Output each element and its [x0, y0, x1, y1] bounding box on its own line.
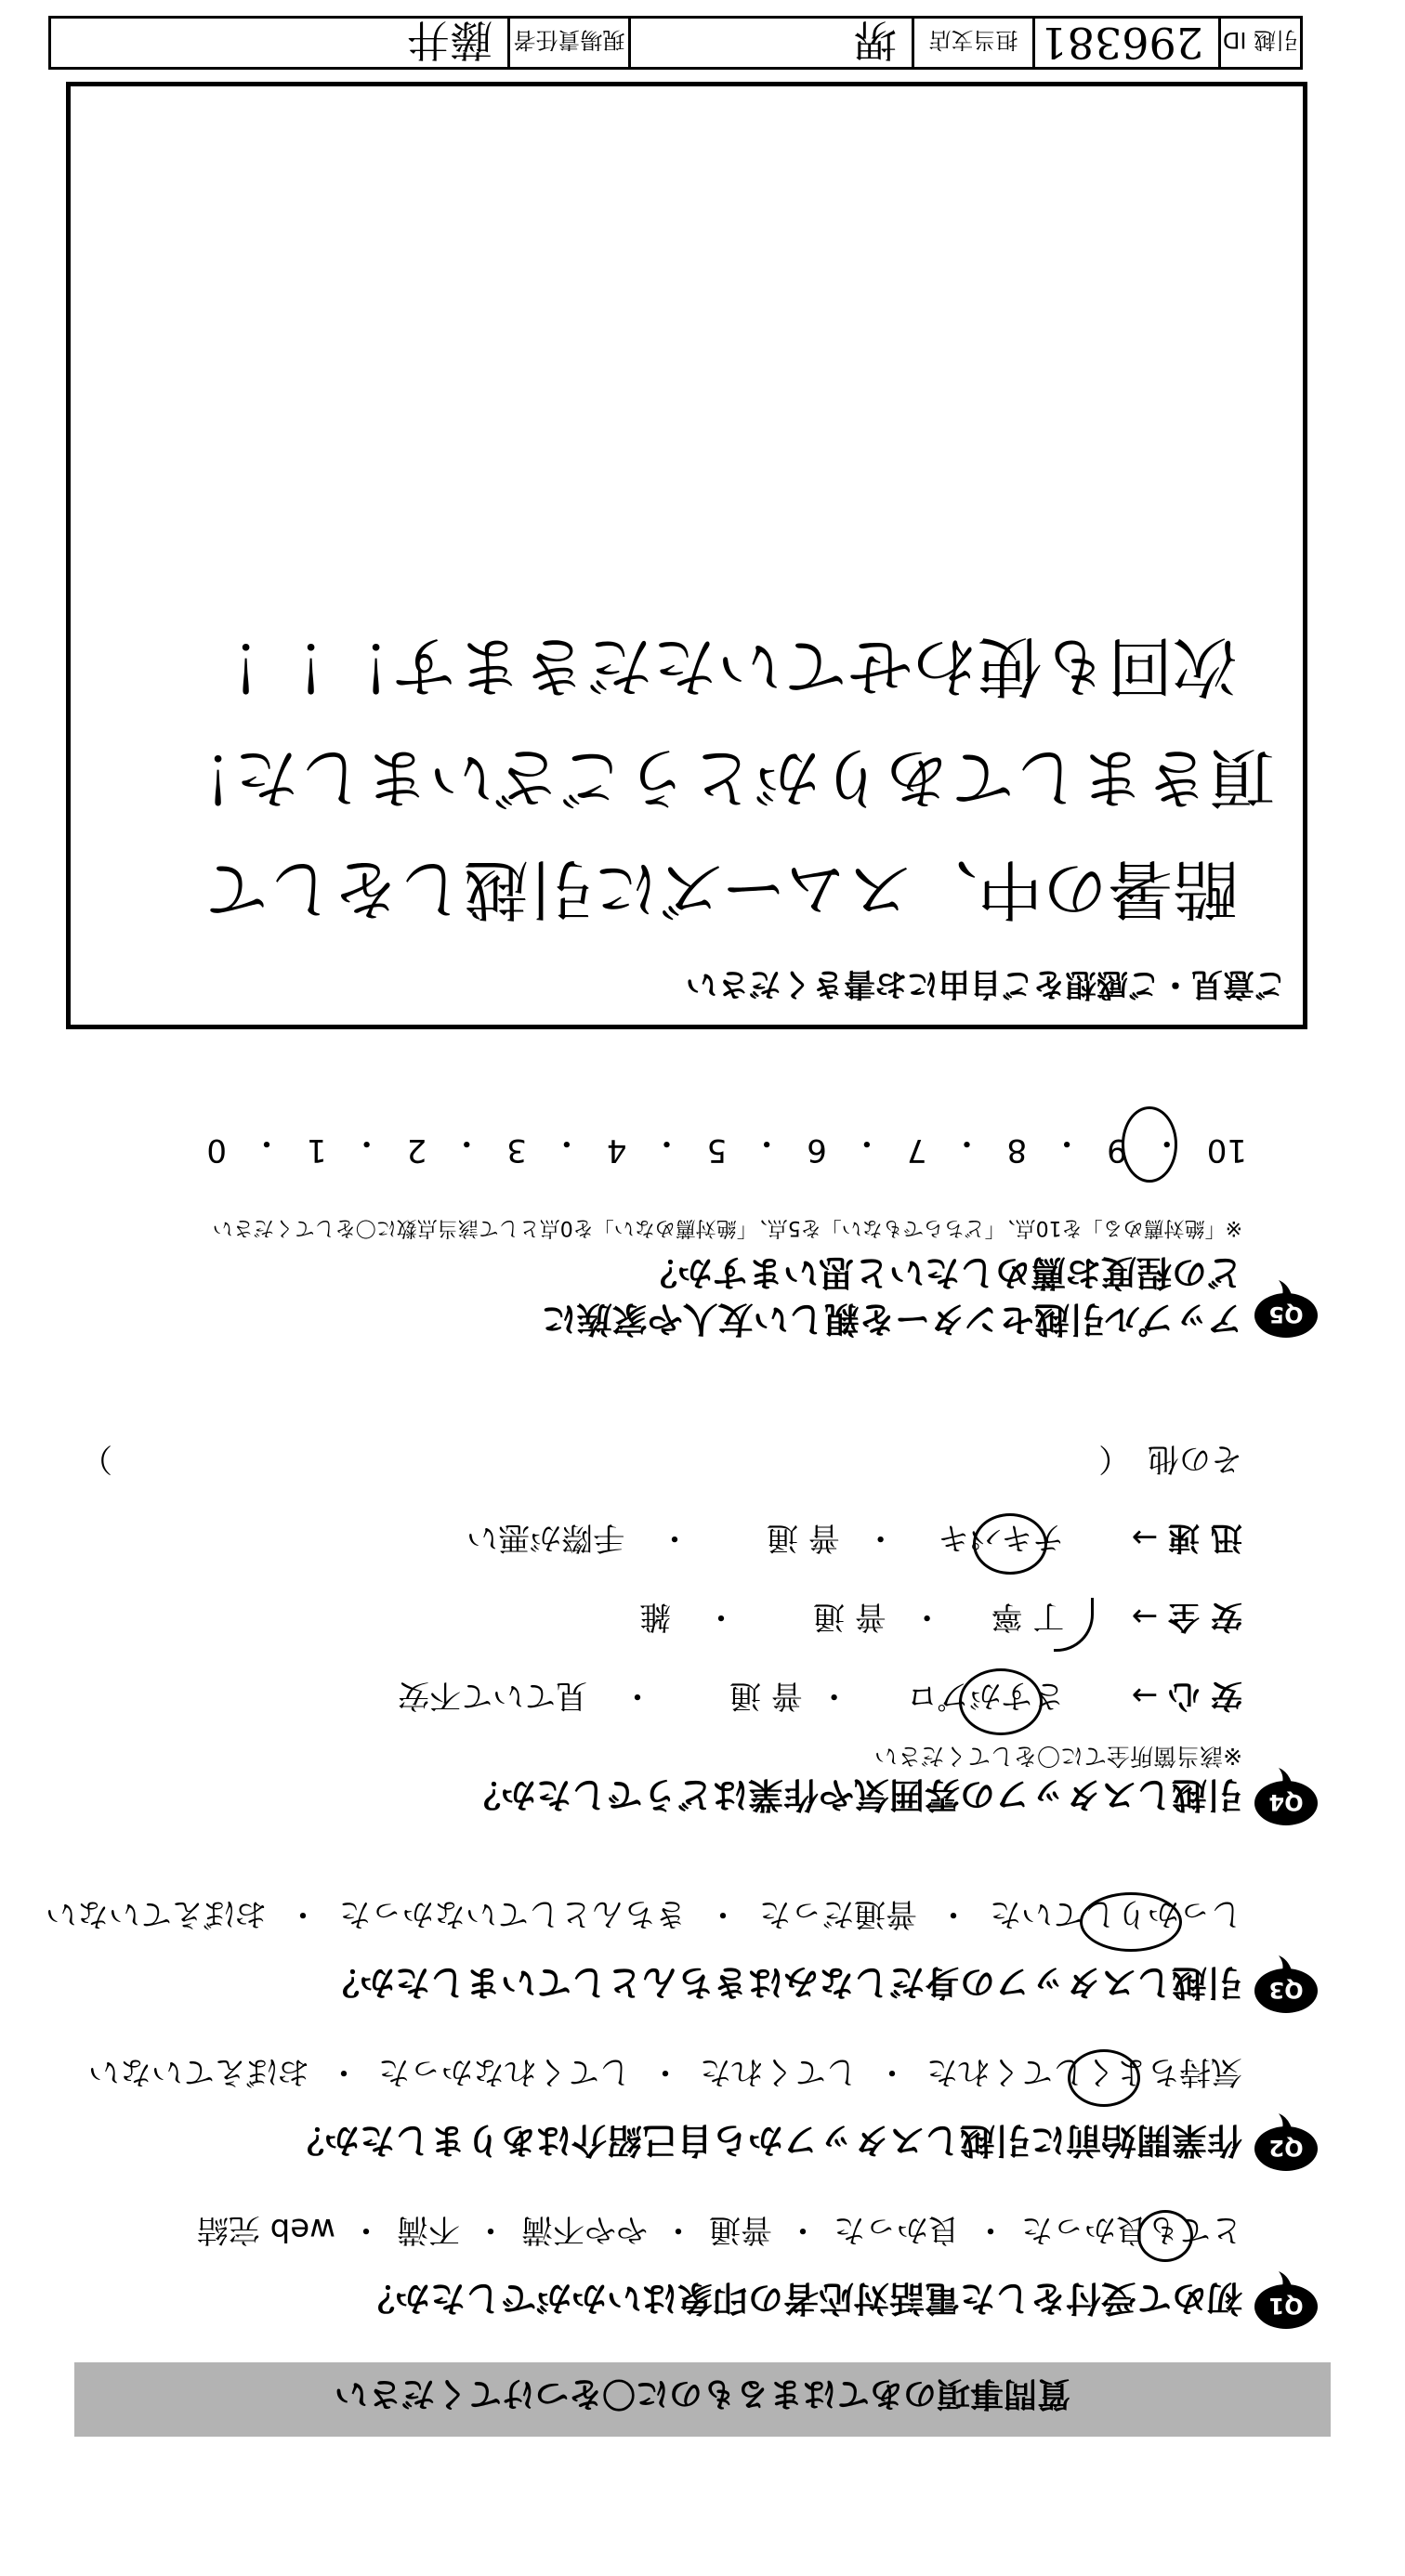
comment-line-3: 次回も使わせていただきます！！！: [197, 628, 1238, 704]
svg-text:Q4: Q4: [1268, 1789, 1304, 1815]
q3-options: しっかりしていた ・ 普通だった ・ きちんとしていなかった ・ おぼえていない: [46, 1894, 1242, 1940]
q2-answer-circle: [1068, 2049, 1140, 2107]
q5-score[interactable]: 1: [306, 1131, 327, 1169]
q5-scale: 10 ・ 9 ・ 8 ・ 7 ・ 6 ・ 5 ・ 4 ・ 3 ・ 2 ・ 1 ・ 0: [206, 1124, 1247, 1169]
branch-label: 担当支店: [912, 19, 1032, 67]
q1-answer-circle: [1137, 2210, 1193, 2262]
q4-row-anzen: 安 全 → 丁 寧 ・ 普 通 ・ 雑: [639, 1597, 1242, 1642]
q5-question-line2: どの程度お薦めしたいと思いますか？: [641, 1252, 1242, 1293]
q4-option[interactable]: 普 通: [766, 1519, 840, 1556]
q2-badge-icon: [1253, 2112, 1320, 2178]
instruction-banner: [74, 2362, 1331, 2437]
q5-answer-circle: [1122, 1106, 1177, 1183]
instruction-text: 質問事項のあてはまるものに〇をつけてください: [335, 2374, 1071, 2413]
q4-option[interactable]: 普 通: [729, 1677, 803, 1714]
svg-text:Q5: Q5: [1268, 1301, 1304, 1327]
q2-option[interactable]: してくれた: [700, 2053, 858, 2090]
q4-option[interactable]: 手際が悪い: [466, 1519, 625, 1556]
q4-row-anshin: 安 心 → さすがプロ ・ 普 通 ・ 見ていて不安: [398, 1676, 1242, 1721]
q3-answer-circle: [1080, 1892, 1182, 1952]
q3-option[interactable]: しっかりしていた: [990, 1895, 1242, 1932]
q5-score[interactable]: 2: [406, 1131, 427, 1169]
q4-other-row: その他 （ ）: [81, 1440, 1242, 1477]
q4-answer-mark-anzen: [1054, 1598, 1094, 1652]
q4-option[interactable]: テキパキ: [938, 1519, 1065, 1556]
svg-text:Q3: Q3: [1268, 1977, 1304, 2003]
q1-badge-icon: [1253, 2269, 1320, 2336]
q1-question: 初めて受付をした電話対応者の印象はいかがでしたか？: [359, 2278, 1242, 2319]
q1-option[interactable]: 普通: [709, 2211, 772, 2248]
q4-note: ※該当箇所全てに〇をしてください: [874, 1743, 1242, 1770]
q4-badge-icon: [1253, 1766, 1320, 1833]
q5-score[interactable]: 3: [506, 1131, 527, 1169]
q3-question: 引越しスタッフの身だしなみはきちんとしていましたか？: [323, 1962, 1242, 2003]
q5-score[interactable]: 4: [606, 1131, 627, 1169]
q4-option[interactable]: 丁 寧: [991, 1598, 1065, 1635]
comments-title: ご意見・ご感想をご自由にお書きください: [686, 965, 1286, 1002]
q1-option[interactable]: とても良かった: [1021, 2211, 1242, 2248]
q5-score[interactable]: 8: [1006, 1131, 1028, 1169]
q5-score[interactable]: 10: [1206, 1131, 1247, 1169]
q2-question: 作業開始前に引越しスタッフから自己紹介はありましたか？: [288, 2120, 1242, 2161]
branch-value: 堺: [628, 19, 912, 67]
q5-note: ※「絶対薦める」を10点、「どちらでもない」を5点、「絶対薦めない」を0点として該当点数に〇をしてください: [212, 1216, 1242, 1239]
q5-question-line1: アップル引越センターを親しい友人や家族に: [541, 1299, 1242, 1340]
q2-option[interactable]: してくれなかった: [378, 2053, 631, 2090]
q5-score[interactable]: 5: [706, 1131, 728, 1169]
q2-option[interactable]: おぼえていない: [88, 2053, 309, 2090]
comment-line-2: 頂きましてありがとうございました！: [169, 739, 1275, 816]
q1-options: とても良かった ・ 良かった ・ 普通 ・ やや不満 ・ 不満 ・ web 完結: [197, 2210, 1242, 2256]
info-header-row: [48, 16, 1303, 70]
q4-answer-circle-anshin: [959, 1668, 1043, 1735]
q4-option[interactable]: 見ていて不安: [398, 1677, 588, 1714]
q5-score[interactable]: 0: [206, 1131, 227, 1169]
q5-score[interactable]: 7: [906, 1131, 927, 1169]
q1-option[interactable]: 不満: [397, 2211, 460, 2248]
q4-option[interactable]: 雑: [639, 1598, 672, 1635]
q4-question: 引越しスタッフの雰囲気や作業はどうでしたか？: [465, 1774, 1242, 1815]
q5-badge-icon: [1253, 1278, 1320, 1345]
q4-answer-circle-jinsoku: [973, 1513, 1047, 1575]
q1-option[interactable]: やや不満: [521, 2211, 648, 2248]
q3-option[interactable]: きちんとしていなかった: [339, 1895, 687, 1932]
q5-score[interactable]: 6: [807, 1131, 827, 1169]
comment-line-1: 酷暑の中、スムーズに引越しをして: [204, 851, 1238, 927]
q3-badge-icon: [1253, 1954, 1320, 2020]
q5-score[interactable]: 9: [1107, 1131, 1127, 1169]
comments-box: [66, 82, 1307, 1029]
q1-option[interactable]: 良かった: [834, 2211, 960, 2248]
leader-label: 現場責任者: [507, 19, 628, 67]
q4-row-jinsoku: 迅 速 → テキパキ ・ 普 通 ・ 手際が悪い: [466, 1518, 1242, 1563]
svg-text:Q1: Q1: [1268, 2293, 1304, 2319]
move-id-value: 296381: [1032, 19, 1218, 67]
leader-value: 藤井: [407, 15, 492, 65]
q4-option[interactable]: さすがプロ: [906, 1677, 1065, 1714]
move-id-label: 引越 ID: [1218, 19, 1300, 67]
q2-options: 気持ちよくしてくれた ・ してくれた ・ してくれなかった ・ おぼえていない: [88, 2052, 1242, 2098]
q2-option[interactable]: 気持ちよくしてくれた: [926, 2053, 1242, 2090]
q4-option[interactable]: 普 通: [812, 1598, 886, 1635]
q3-option[interactable]: 普通だった: [759, 1895, 917, 1932]
q3-option[interactable]: おぼえていない: [46, 1895, 267, 1932]
q1-option[interactable]: web 完結: [196, 2211, 335, 2248]
svg-text:Q2: Q2: [1268, 2135, 1304, 2161]
